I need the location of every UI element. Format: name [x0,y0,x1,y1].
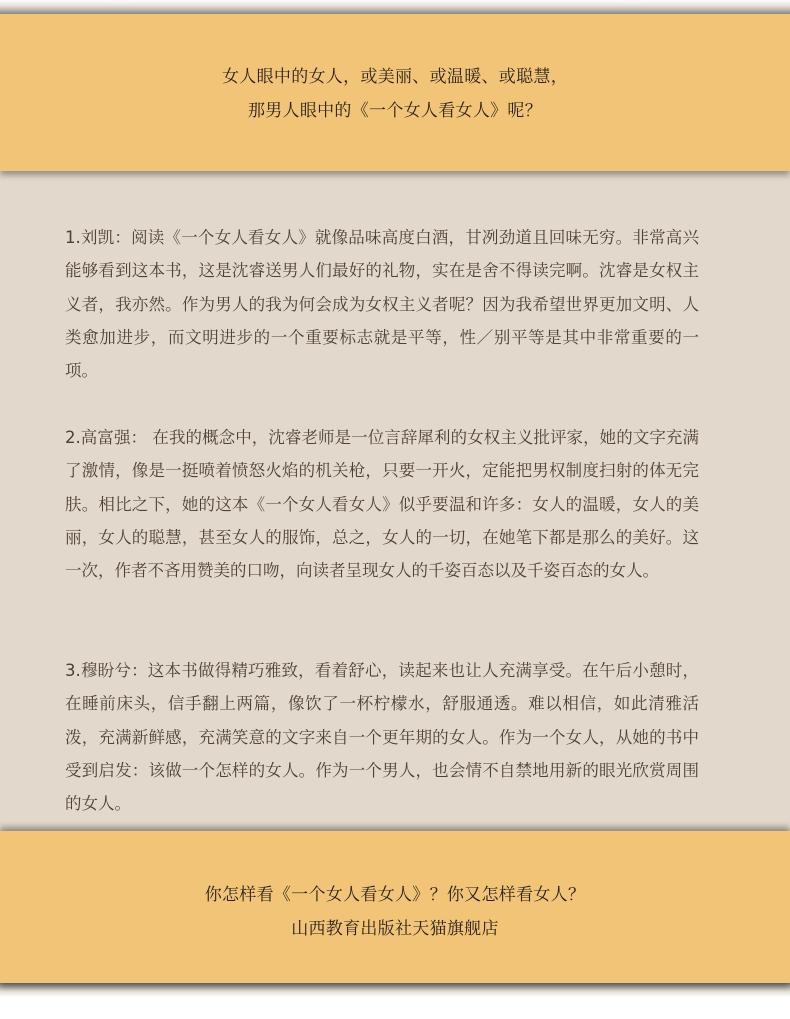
review-2: 2.高富强： 在我的概念中，沈睿老师是一位言辞犀利的女权主义批评家，她的文字充满了激情，像是一挺喷着愤怒火焰的机关枪，只要一开火，定能把男权制度扫射的体无完肤。相比之下，她的这本《一个女人看女人》似乎要温和许多：女人的温暖，女人的美丽，女人的聪慧，甚至女人的服饰，总之，女人的一切，在她笔下都是那么的美好。这一次，作者不吝用赞美的口吻，向读者呈现女人的千姿百态以及千姿百态的女人。 [65,428,699,581]
header-line-1: 女人眼中的女人，或美丽、或温暖、或聪慧， [222,67,568,87]
reviews-panel [0,171,790,831]
header-line-2: 那男人眼中的《一个女人看女人》呢？ [247,101,543,121]
header-banner [0,14,790,171]
bottom-shadow-strip [0,983,790,997]
review-1: 1.刘凯：阅读《一个女人看女人》就像品味高度白酒，甘冽劲道且回味无穷。非常高兴能够看到这本书，这是沈睿送男人们最好的礼物，实在是舍不得读完啊。沈睿是女权主义者，我亦然。作为男人的我为何会成为女权主义者呢？因为我希望世界更加文明、人类愈加进步，而文明进步的一个重要标志就是平等，性／别平等是其中非常重要的一项。 [65,228,699,381]
store-name: 山西教育出版社天猫旗舰店 [291,919,499,939]
footer-question: 你怎样看《一个女人看女人》？你又怎样看女人？ [204,885,586,905]
top-shadow-strip [0,0,790,14]
footer-banner [0,831,790,983]
review-3: 3.穆盼兮：这本书做得精巧雅致，看着舒心，读起来也让人充满享受。在午后小憩时，在睡前床头，信手翻上两篇，像饮了一杯柠檬水，舒服通透。难以相信，如此清雅活泼，充满新鲜感，充满笑意的文字来自一个更年期的女人。作为一个女人，从她的书中受到启发：该做一个怎样的女人。作为一个男人，也会情不自禁地用新的眼光欣赏周围的女人。 [65,661,699,814]
